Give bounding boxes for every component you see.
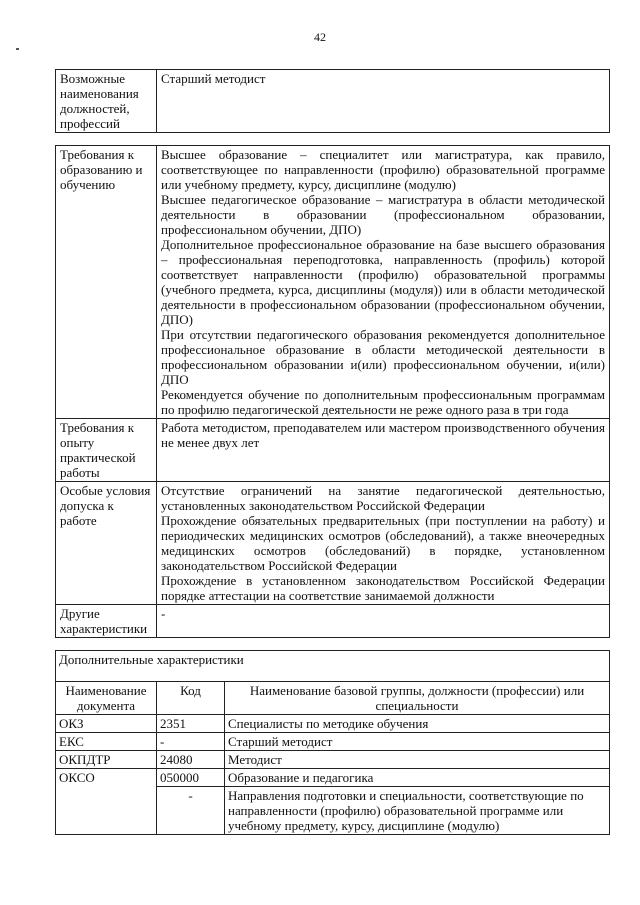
paragraph: - bbox=[161, 606, 166, 621]
other-value bbox=[157, 605, 610, 638]
cell-name: Старший методист bbox=[225, 733, 610, 751]
cell-code: 2351 bbox=[157, 715, 225, 733]
header-name: Наименование базовой группы, должности (профессии) или специальности bbox=[225, 682, 610, 715]
table-row bbox=[56, 146, 610, 419]
cell-name: Направления подготовки и специальности, соответствующие по направленности (профилю) образовательной программе или учебному предмету, курсу, дисциплине (модулю) bbox=[225, 787, 610, 835]
experience-value bbox=[157, 419, 610, 482]
additional-table bbox=[55, 650, 610, 835]
cell-code: 050000 bbox=[157, 769, 225, 787]
paragraph: Прохождение обязательных предварительных (при поступлении на работу) и периодических медицинских осмотров (обследований), а также внеочередных медицинских осмотров (обследований) в порядке, установленном законодательством Российской Федерации bbox=[161, 513, 605, 573]
table-row bbox=[56, 751, 610, 769]
requirements-table bbox=[55, 145, 610, 638]
scan-mark bbox=[16, 48, 19, 50]
paragraph: При отсутствии педагогического образования рекомендуется дополнительное профессиональное образование в области методической деятельности в профессиональном образовании и(или) профессиональном обучении, и(или) ДПО bbox=[161, 327, 605, 387]
other-label: Другие характеристики bbox=[56, 605, 157, 638]
table-row bbox=[56, 419, 610, 482]
cell-doc: ЕКС bbox=[56, 733, 157, 751]
table-row bbox=[56, 70, 610, 133]
cell-name: Образование и педагогика bbox=[225, 769, 610, 787]
table-row bbox=[56, 715, 610, 733]
table-row bbox=[56, 482, 610, 605]
cell-name: Специалисты по методике обучения bbox=[225, 715, 610, 733]
position-label: Возможные наименования должностей, профессий bbox=[56, 70, 157, 133]
paragraph: Прохождение в установленном законодательством Российской Федерации порядке аттестации на соответствие занимаемой должности bbox=[161, 573, 605, 603]
table-row bbox=[56, 605, 610, 638]
table-header-row bbox=[56, 682, 610, 715]
cell-doc: ОКСО bbox=[56, 769, 157, 835]
cell-code: - bbox=[157, 787, 225, 835]
paragraph: Работа методистом, преподавателем или мастером производственного обучения не менее двух лет bbox=[161, 420, 605, 450]
additional-title: Дополнительные характеристики bbox=[56, 651, 610, 682]
table-row bbox=[56, 769, 610, 787]
paragraph: Высшее педагогическое образование – магистратура в области методической деятельности в образовании (профессиональном образовании, профессиональном обучении, ДПО) bbox=[161, 192, 605, 237]
cell-name: Методист bbox=[225, 751, 610, 769]
conditions-value bbox=[157, 482, 610, 605]
header-code: Код bbox=[157, 682, 225, 715]
experience-label: Требования к опыту практической работы bbox=[56, 419, 157, 482]
paragraph: Высшее образование – специалитет или магистратура, как правило, соответствующее по направленности (профилю) образовательной программе или учебному предмету, курсу, дисциплине (модулю) bbox=[161, 147, 605, 192]
paragraph: Отсутствие ограничений на занятие педагогической деятельностью, установленных законодательством Российской Федерации bbox=[161, 483, 605, 513]
table-row bbox=[56, 651, 610, 682]
header-document: Наименование документа bbox=[56, 682, 157, 715]
cell-doc: ОКЗ bbox=[56, 715, 157, 733]
position-table bbox=[55, 69, 610, 133]
paragraph: Дополнительное профессиональное образование на базе высшего образования – профессиональная переподготовка, направленность (профиль) которой соответствует направленности (профилю) образовательной программы (учебного предмета, курса, дисциплины (модуля)) или в области методической деятельности в профессиональном образовании (профессиональном обучении, ДПО) bbox=[161, 237, 605, 327]
cell-code: - bbox=[157, 733, 225, 751]
table-row bbox=[56, 733, 610, 751]
page-number: 42 bbox=[314, 30, 326, 44]
conditions-label: Особые условия допуска к работе bbox=[56, 482, 157, 605]
cell-doc: ОКПДТР bbox=[56, 751, 157, 769]
cell-code: 24080 bbox=[157, 751, 225, 769]
education-value bbox=[157, 146, 610, 419]
paragraph: Рекомендуется обучение по дополнительным профессиональным программам по профилю педагогической деятельности не реже одного раза в три года bbox=[161, 387, 605, 417]
position-value: Старший методист bbox=[157, 70, 610, 133]
education-label: Требования к образованию и обучению bbox=[56, 146, 157, 419]
